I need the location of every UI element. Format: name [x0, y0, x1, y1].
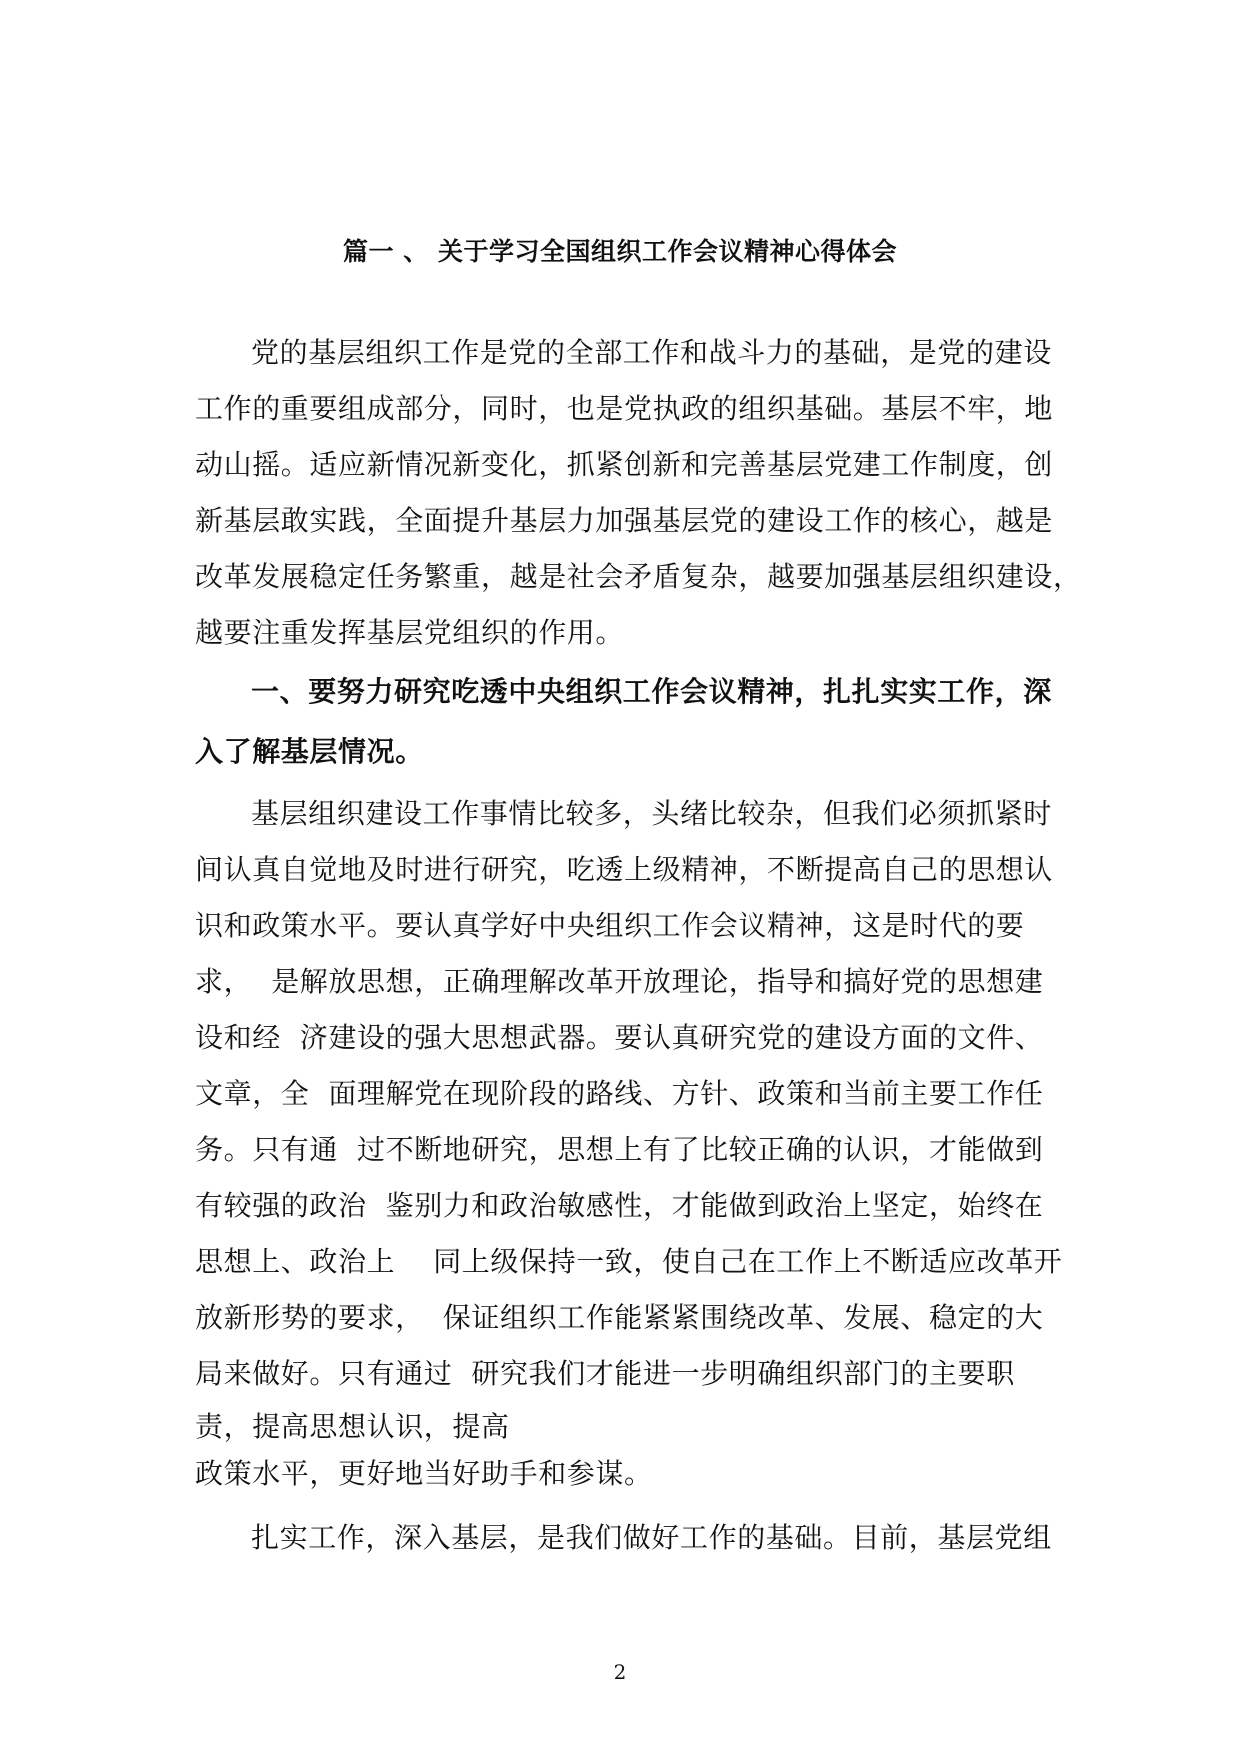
- paragraph-2-line-13: 政策水平，更好地当好助手和参谋。: [195, 1457, 653, 1490]
- paragraph-1-line-4: 新基层敢实践，全面提升基层力加强基层党的建设工作的核心，越是: [195, 504, 1054, 537]
- paragraph-1-line-5: 改革发展稳定任务繁重，越是社会矛盾复杂，越要加强基层组织建设，: [195, 560, 1082, 593]
- paragraph-1-line-6: 越要注重发挥基层党组织的作用。: [195, 616, 625, 649]
- paragraph-2-line-3: 识和政策水平。要认真学好中央组织工作会议精神，这是时代的要: [195, 909, 1025, 942]
- paragraph-2-line-4: 求， 是解放思想，正确理解改革开放理论，指导和搞好党的思想建: [195, 965, 1044, 998]
- paragraph-2-line-10: 放新形势的要求， 保证组织工作能紧紧围绕改革、发展、稳定的大: [195, 1301, 1044, 1334]
- paragraph-2-line-2: 间认真自觉地及时进行研究，吃透上级精神，不断提高自己的思想认: [195, 853, 1054, 886]
- section-heading-line-2: 入了解基层情况。: [195, 735, 424, 768]
- paragraph-1-line-2: 工作的重要组成部分，同时，也是党执政的组织基础。基层不牢，地: [195, 392, 1054, 425]
- paragraph-2-line-6: 文章，全 面理解党在现阶段的路线、方针、政策和当前主要工作任: [195, 1077, 1044, 1110]
- paragraph-2-line-5: 设和经 济建设的强大思想武器。要认真研究党的建设方面的文件、: [195, 1021, 1044, 1054]
- paragraph-2-line-8: 有较强的政治 鉴别力和政治敏感性，才能做到政治上坚定，始终在: [195, 1189, 1044, 1222]
- paragraph-1-line-3: 动山摇。适应新情况新变化，抓紧创新和完善基层党建工作制度，创: [195, 448, 1054, 481]
- section-heading-line-1: 一、要努力研究吃透中央组织工作会议精神，扎扎实实工作，深: [251, 675, 1052, 708]
- paragraph-2-line-12: 责，提高思想认识，提高: [195, 1410, 510, 1443]
- paragraph-2-line-11: 局来做好。只有通过 研究我们才能进一步明确组织部门的主要职: [195, 1357, 1015, 1390]
- paragraph-2-line-7: 务。只有通 过不断地研究，思想上有了比较正确的认识，才能做到: [195, 1133, 1044, 1166]
- paragraph-1-line-1: 党的基层组织工作是党的全部工作和战斗力的基础，是党的建设: [251, 336, 1052, 369]
- document-title: 篇一 、 关于学习全国组织工作会议精神心得体会: [343, 237, 897, 266]
- paragraph-2-line-1: 基层组织建设工作事情比较多，头绪比较杂，但我们必须抓紧时: [251, 797, 1052, 830]
- page-number: 2: [613, 1660, 627, 1684]
- paragraph-2-line-9: 思想上、政治上 同上级保持一致，使自己在工作上不断适应改革开: [195, 1245, 1063, 1278]
- paragraph-3-line-1: 扎实工作，深入基层，是我们做好工作的基础。目前，基层党组: [251, 1521, 1052, 1554]
